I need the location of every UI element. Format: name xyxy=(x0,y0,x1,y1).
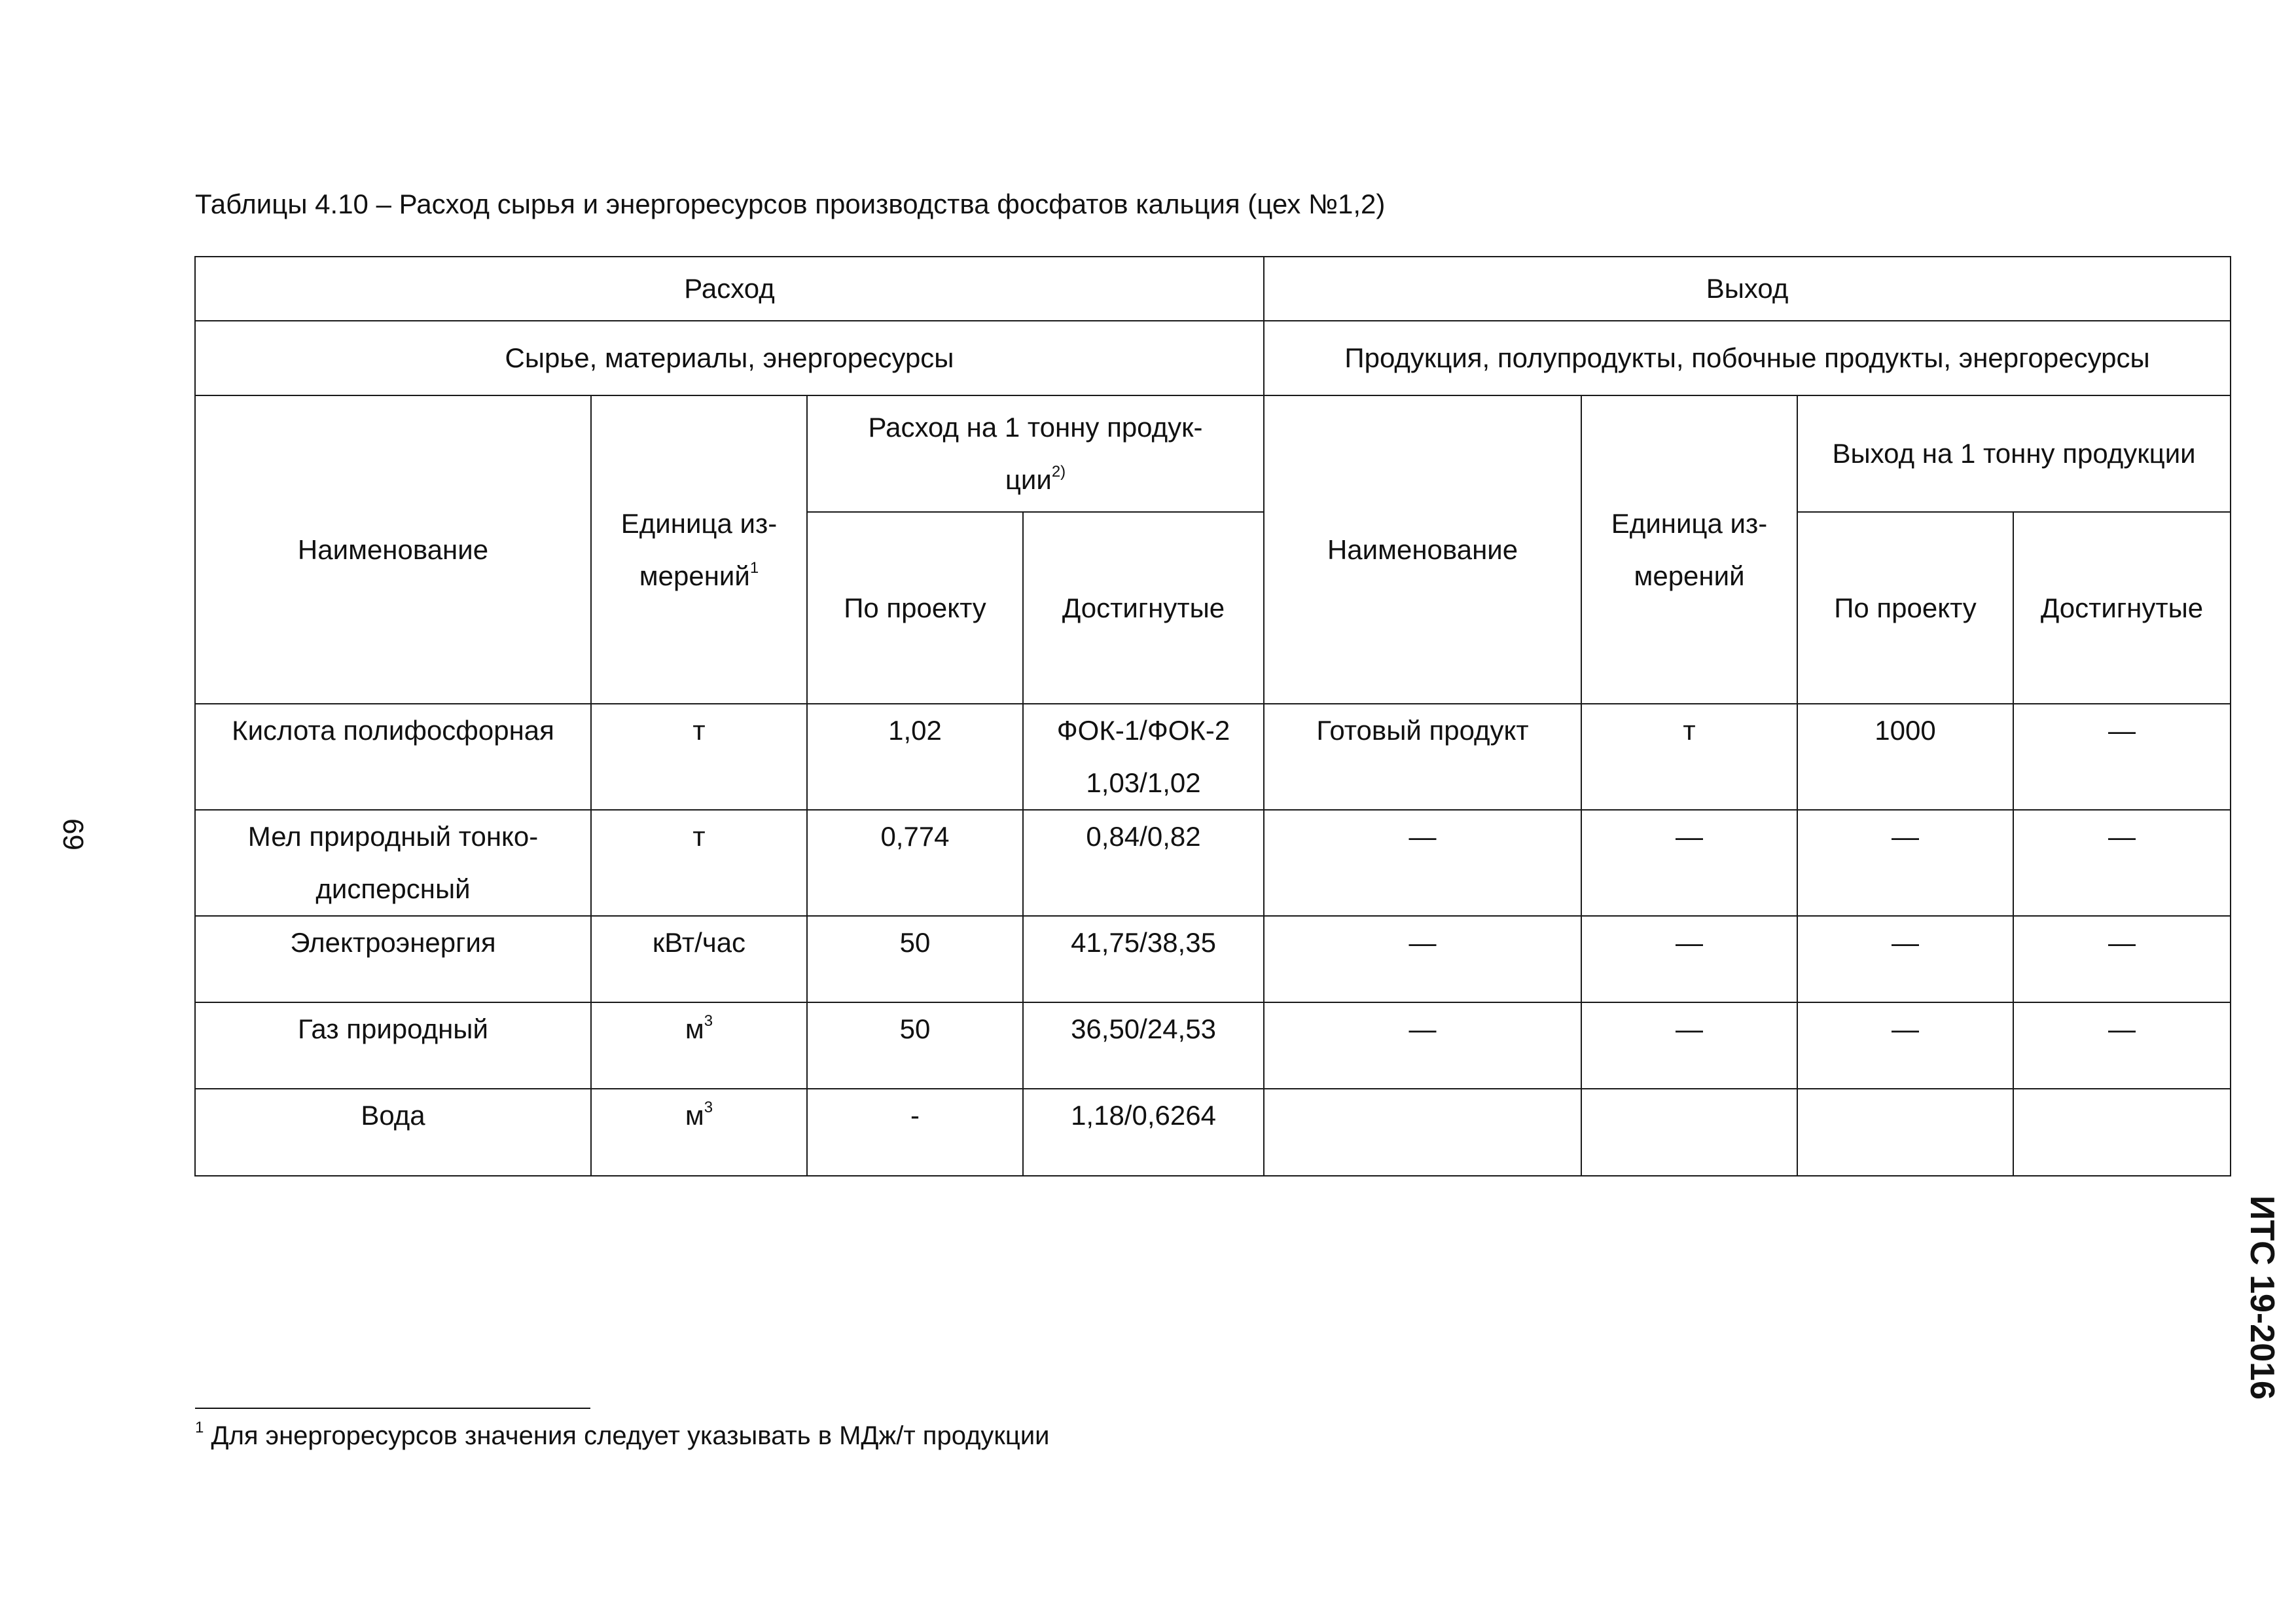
cell-out-project xyxy=(1797,1089,2013,1176)
header-achieved-left: Достигнутые xyxy=(1023,512,1264,704)
cell-unit-text: м xyxy=(685,1100,704,1131)
cell-out-name: — xyxy=(1264,810,1581,916)
cell-out-name: Готовый продукт xyxy=(1264,704,1581,810)
cell-out-unit: т xyxy=(1581,704,1797,810)
cell-unit-sup: 3 xyxy=(704,1012,713,1030)
header-per-ton-left-sup: 2) xyxy=(1051,463,1066,481)
table-row xyxy=(195,810,2231,916)
header-unit-right: Единица из- мерений xyxy=(1581,395,1797,704)
cell-unit-sup: 3 xyxy=(704,1099,713,1116)
cell-out-name: — xyxy=(1264,916,1581,1002)
cell-project: 0,774 xyxy=(807,810,1023,916)
cell-name: Мел природный тонко- дисперсный xyxy=(195,810,591,916)
footnote-marker: 1 xyxy=(195,1418,204,1436)
footnote-text: Для энергоресурсов значения следует указывать в МДж/т продукции xyxy=(204,1421,1050,1450)
cell-unit xyxy=(591,704,807,810)
cell-achieved: 41,75/38,35 xyxy=(1023,916,1264,1002)
cell-unit xyxy=(591,916,807,1002)
cell-name: Кислота полифосфорная xyxy=(195,704,591,810)
resource-table xyxy=(194,256,2231,1176)
cell-unit xyxy=(591,810,807,916)
table-row xyxy=(195,1002,2231,1089)
cell-unit-text: т xyxy=(692,821,706,852)
cell-project: - xyxy=(807,1089,1023,1176)
cell-out-unit: — xyxy=(1581,916,1797,1002)
header-unit-left-text: Единица из- мерений xyxy=(620,507,778,591)
document-code: ИТС 19-2016 xyxy=(2243,1195,2281,1400)
cell-project: 50 xyxy=(807,1002,1023,1089)
cell-project: 50 xyxy=(807,916,1023,1002)
table-row xyxy=(195,1089,2231,1176)
header-row-2 xyxy=(195,321,2231,395)
header-products: Продукция, полупродукты, побочные продукты, энергоресурсы xyxy=(1264,321,2231,395)
cell-unit xyxy=(591,1002,807,1089)
header-achieved-right: Достигнутые xyxy=(2013,512,2231,704)
cell-out-achieved: — xyxy=(2013,916,2231,1002)
page-number: 69 xyxy=(57,818,89,850)
header-per-ton-left xyxy=(807,395,1264,512)
cell-out-unit xyxy=(1581,1089,1797,1176)
cell-unit xyxy=(591,1089,807,1176)
cell-project: 1,02 xyxy=(807,704,1023,810)
cell-out-achieved: — xyxy=(2013,704,2231,810)
header-row-3 xyxy=(195,395,2231,512)
header-name-left: Наименование xyxy=(195,395,591,704)
cell-out-project: 1000 xyxy=(1797,704,2013,810)
cell-name: Газ природный xyxy=(195,1002,591,1089)
cell-out-unit: — xyxy=(1581,810,1797,916)
table-caption: Таблицы 4.10 – Расход сырья и энергоресурсов производства фосфатов кальция (цех №1,2) xyxy=(195,189,1386,219)
cell-achieved: 0,84/0,82 xyxy=(1023,810,1264,916)
cell-out-achieved: — xyxy=(2013,1002,2231,1089)
footnote xyxy=(195,1417,1050,1454)
table-row xyxy=(195,916,2231,1002)
cell-out-name xyxy=(1264,1089,1581,1176)
header-unit-left-sup: 1 xyxy=(749,558,759,577)
header-unit-left xyxy=(591,395,807,704)
header-expense: Расход xyxy=(195,257,1264,321)
header-project-right: По проекту xyxy=(1797,512,2013,704)
cell-out-achieved xyxy=(2013,1089,2231,1176)
cell-out-project: — xyxy=(1797,916,2013,1002)
cell-out-project: — xyxy=(1797,1002,2013,1089)
cell-out-achieved: — xyxy=(2013,810,2231,916)
cell-achieved: 36,50/24,53 xyxy=(1023,1002,1264,1089)
cell-name: Электроэнергия xyxy=(195,916,591,1002)
header-project-left: По проекту xyxy=(807,512,1023,704)
header-name-right: Наименование xyxy=(1264,395,1581,704)
header-per-ton-right: Выход на 1 тонну продукции xyxy=(1797,395,2231,512)
header-per-ton-left-text: Расход на 1 тонну продук- ции xyxy=(868,412,1203,495)
cell-unit-text: м xyxy=(685,1013,704,1044)
header-raw-materials: Сырье, материалы, энергоресурсы xyxy=(195,321,1264,395)
header-output: Выход xyxy=(1264,257,2231,321)
cell-name: Вода xyxy=(195,1089,591,1176)
cell-unit-text: т xyxy=(692,715,706,746)
table-row xyxy=(195,704,2231,810)
cell-unit-text: кВт/час xyxy=(652,927,746,958)
cell-out-unit: — xyxy=(1581,1002,1797,1089)
header-row-1 xyxy=(195,257,2231,321)
footnote-divider xyxy=(195,1408,590,1409)
cell-out-project: — xyxy=(1797,810,2013,916)
cell-achieved: ФОК-1/ФОК-2 1,03/1,02 xyxy=(1023,704,1264,810)
cell-out-name: — xyxy=(1264,1002,1581,1089)
cell-achieved: 1,18/0,6264 xyxy=(1023,1089,1264,1176)
